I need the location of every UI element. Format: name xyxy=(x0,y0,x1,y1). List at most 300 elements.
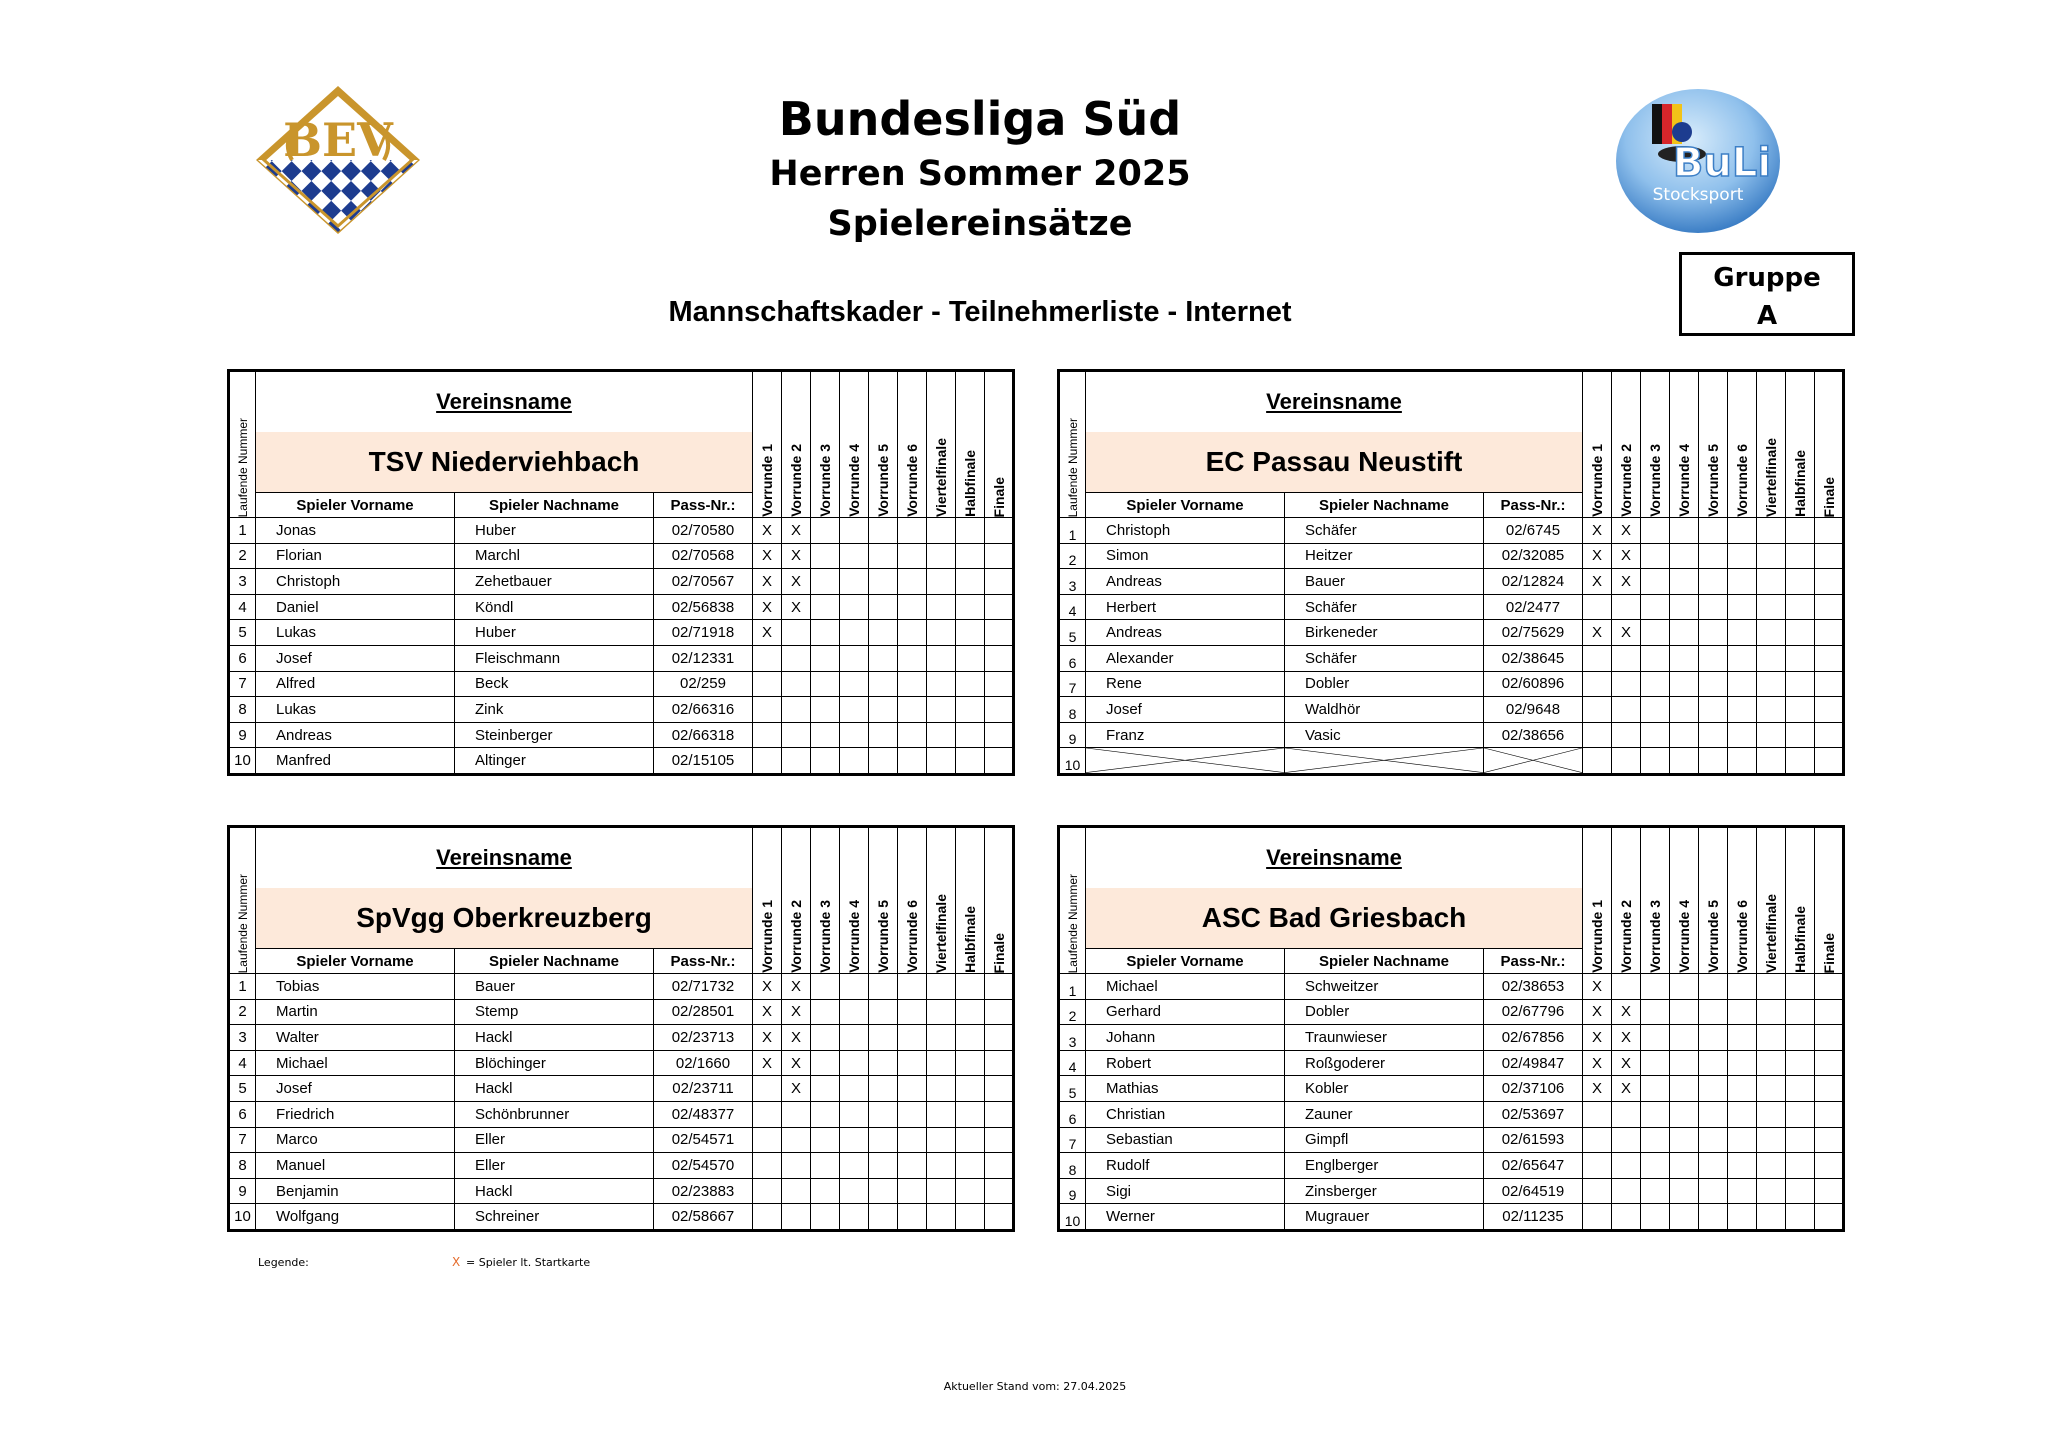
round-mark: X xyxy=(1583,1050,1612,1076)
round-mark xyxy=(811,697,840,723)
round-mark xyxy=(1670,1101,1699,1127)
nachname-header: Spieler Nachname xyxy=(1285,949,1484,974)
round-mark: X xyxy=(782,999,811,1025)
round-mark xyxy=(956,1050,985,1076)
page-subtitle-2: Spielereinsätze xyxy=(827,204,1133,244)
row-number: 10 xyxy=(1059,1204,1086,1231)
round-mark: X xyxy=(782,1050,811,1076)
round-mark xyxy=(956,1076,985,1102)
round-mark xyxy=(1728,645,1757,671)
round-mark xyxy=(898,1127,927,1153)
vereinsname-header xyxy=(256,827,753,889)
vorname-header: Spieler Vorname xyxy=(256,493,455,518)
round-mark xyxy=(840,594,869,620)
round-mark xyxy=(1815,569,1844,595)
table-row xyxy=(1059,974,1844,1000)
row-number: 9 xyxy=(229,1178,256,1204)
player-vorname: Marco xyxy=(256,1127,455,1153)
round-mark xyxy=(898,543,927,569)
round-mark xyxy=(985,1153,1014,1179)
row-number: 9 xyxy=(1059,722,1086,748)
row-number: 2 xyxy=(229,543,256,569)
table-row xyxy=(1059,1050,1844,1076)
row-number: 8 xyxy=(1059,1153,1086,1179)
round-mark xyxy=(956,1178,985,1204)
round-mark: X xyxy=(753,543,782,569)
round-label: Halbfinale xyxy=(962,906,978,973)
table-row xyxy=(1059,569,1844,595)
pass-header: Pass-Nr.: xyxy=(1484,949,1583,974)
round-mark xyxy=(869,1127,898,1153)
round-mark xyxy=(811,1076,840,1102)
round-header xyxy=(840,827,869,974)
round-mark xyxy=(1612,1204,1641,1231)
round-mark xyxy=(869,620,898,646)
round-mark xyxy=(985,543,1014,569)
row-number: 10 xyxy=(229,1204,256,1231)
team-name: SpVgg Oberkreuzberg xyxy=(356,902,652,933)
round-mark: X xyxy=(782,518,811,544)
row-number: 1 xyxy=(229,518,256,544)
round-mark xyxy=(927,543,956,569)
round-mark xyxy=(1786,543,1815,569)
round-mark xyxy=(1699,1204,1728,1231)
table-row xyxy=(229,697,1014,723)
round-mark xyxy=(869,671,898,697)
round-mark xyxy=(840,1127,869,1153)
round-mark xyxy=(782,645,811,671)
round-header xyxy=(1757,371,1786,518)
round-mark xyxy=(840,671,869,697)
round-mark xyxy=(1699,620,1728,646)
table-row xyxy=(229,722,1014,748)
round-mark xyxy=(1728,722,1757,748)
round-mark: X xyxy=(1583,1025,1612,1051)
round-mark xyxy=(1670,1076,1699,1102)
round-mark: X xyxy=(1612,999,1641,1025)
player-nachname: Hackl xyxy=(455,1025,654,1051)
player-vorname: Sebastian xyxy=(1086,1127,1285,1153)
round-mark xyxy=(840,974,869,1000)
round-mark xyxy=(1670,1050,1699,1076)
round-mark xyxy=(753,748,782,775)
round-mark xyxy=(840,569,869,595)
round-mark xyxy=(1612,645,1641,671)
player-pass: 02/53697 xyxy=(1484,1101,1583,1127)
round-mark: X xyxy=(782,974,811,1000)
round-mark xyxy=(1815,722,1844,748)
round-mark xyxy=(1757,974,1786,1000)
player-pass: 02/70568 xyxy=(654,543,753,569)
round-mark xyxy=(956,620,985,646)
round-mark xyxy=(811,1204,840,1231)
round-mark xyxy=(1786,645,1815,671)
player-vorname: Manuel xyxy=(256,1153,455,1179)
round-header xyxy=(1786,827,1815,974)
round-mark: X xyxy=(753,974,782,1000)
row-number: 8 xyxy=(229,697,256,723)
round-mark xyxy=(1583,748,1612,775)
round-header xyxy=(1612,827,1641,974)
round-mark xyxy=(927,1178,956,1204)
round-mark xyxy=(869,722,898,748)
round-mark xyxy=(956,999,985,1025)
crossed-cell xyxy=(1086,748,1285,775)
player-vorname: Lukas xyxy=(256,620,455,646)
round-mark: X xyxy=(782,569,811,595)
player-vorname: Gerhard xyxy=(1086,999,1285,1025)
round-mark xyxy=(1612,594,1641,620)
player-pass: 02/75629 xyxy=(1484,620,1583,646)
player-nachname: Bauer xyxy=(455,974,654,1000)
round-mark xyxy=(1641,594,1670,620)
footer-stand: Aktueller Stand vom: 27.04.2025 xyxy=(943,1380,1127,1393)
legend-text: = Spieler lt. Startkarte xyxy=(466,1256,591,1269)
round-mark xyxy=(1641,1153,1670,1179)
player-pass: 02/71918 xyxy=(654,620,753,646)
round-mark xyxy=(1670,594,1699,620)
round-mark xyxy=(1699,1076,1728,1102)
round-header xyxy=(1583,827,1612,974)
round-mark xyxy=(840,620,869,646)
team-name-cell xyxy=(256,432,753,493)
round-mark xyxy=(869,645,898,671)
row-number: 1 xyxy=(1059,974,1086,1000)
round-mark xyxy=(956,1204,985,1231)
player-nachname: Köndl xyxy=(455,594,654,620)
round-mark xyxy=(1728,1127,1757,1153)
row-number: 2 xyxy=(1059,543,1086,569)
gruppe-box xyxy=(1679,252,1855,336)
vereinsname-label: Vereinsname xyxy=(436,389,572,414)
round-mark xyxy=(1699,1101,1728,1127)
round-mark xyxy=(869,1101,898,1127)
round-mark xyxy=(1670,748,1699,775)
nachname-header: Spieler Nachname xyxy=(1285,493,1484,518)
table-row xyxy=(229,1101,1014,1127)
vereinsname-label: Vereinsname xyxy=(1266,389,1402,414)
row-number: 5 xyxy=(229,1076,256,1102)
round-mark xyxy=(985,620,1014,646)
vereinsname-header xyxy=(256,371,753,433)
player-vorname: Michael xyxy=(256,1050,455,1076)
laufende-nummer-header xyxy=(1059,371,1086,518)
round-label: Vorrunde 6 xyxy=(1734,900,1750,973)
team-name-cell xyxy=(1086,888,1583,949)
round-mark xyxy=(985,1050,1014,1076)
team-table xyxy=(1057,369,1845,776)
round-mark xyxy=(782,748,811,775)
player-vorname: Christian xyxy=(1086,1101,1285,1127)
table-row xyxy=(1059,999,1844,1025)
table-row xyxy=(1059,697,1844,723)
player-vorname: Josef xyxy=(1086,697,1285,723)
round-mark: X xyxy=(1583,518,1612,544)
row-number: 3 xyxy=(229,1025,256,1051)
round-mark xyxy=(1815,974,1844,1000)
round-mark xyxy=(869,1025,898,1051)
crossed-cell xyxy=(1285,748,1484,775)
round-mark xyxy=(1757,1204,1786,1231)
round-mark xyxy=(869,594,898,620)
round-mark xyxy=(956,569,985,595)
table-row xyxy=(1059,1127,1844,1153)
player-vorname: Rene xyxy=(1086,671,1285,697)
round-mark xyxy=(1641,1127,1670,1153)
round-mark xyxy=(753,1178,782,1204)
round-mark xyxy=(1786,697,1815,723)
player-nachname: Steinberger xyxy=(455,722,654,748)
round-mark xyxy=(1728,1153,1757,1179)
round-mark xyxy=(927,671,956,697)
round-mark xyxy=(1815,697,1844,723)
vereinsname-label: Vereinsname xyxy=(436,845,572,870)
round-mark xyxy=(1728,1204,1757,1231)
round-mark: X xyxy=(1583,999,1612,1025)
round-label: Vorrunde 5 xyxy=(875,444,891,517)
player-vorname: Mathias xyxy=(1086,1076,1285,1102)
round-mark xyxy=(811,518,840,544)
round-header xyxy=(927,827,956,974)
round-mark xyxy=(1757,1178,1786,1204)
round-mark xyxy=(1757,697,1786,723)
player-pass: 02/37106 xyxy=(1484,1076,1583,1102)
round-mark xyxy=(1641,671,1670,697)
round-mark xyxy=(782,1204,811,1231)
player-vorname: Michael xyxy=(1086,974,1285,1000)
round-mark xyxy=(1699,1153,1728,1179)
round-label: Vorrunde 3 xyxy=(1647,900,1663,973)
round-header xyxy=(869,827,898,974)
round-label: Finale xyxy=(990,476,1007,517)
round-mark xyxy=(1786,1101,1815,1127)
player-vorname: Benjamin xyxy=(256,1178,455,1204)
round-mark xyxy=(927,999,956,1025)
round-mark xyxy=(1699,697,1728,723)
laufende-nummer-label: Laufende Nummer xyxy=(1065,417,1080,517)
round-mark xyxy=(753,1076,782,1102)
round-mark xyxy=(1641,722,1670,748)
round-mark xyxy=(840,1050,869,1076)
round-mark xyxy=(1757,1025,1786,1051)
round-mark xyxy=(1815,1178,1844,1204)
round-mark xyxy=(1612,974,1641,1000)
round-header xyxy=(985,827,1014,974)
round-mark xyxy=(1641,1101,1670,1127)
round-mark xyxy=(1583,645,1612,671)
round-mark xyxy=(840,999,869,1025)
round-mark xyxy=(1786,671,1815,697)
round-mark xyxy=(956,1153,985,1179)
table-row xyxy=(229,569,1014,595)
round-mark: X xyxy=(1612,543,1641,569)
round-mark xyxy=(956,645,985,671)
round-mark xyxy=(1699,518,1728,544)
table-row xyxy=(229,1076,1014,1102)
player-vorname: Andreas xyxy=(256,722,455,748)
row-number: 10 xyxy=(1059,748,1086,775)
round-mark xyxy=(898,1076,927,1102)
round-label: Viertelfinale xyxy=(933,437,949,517)
round-label: Vorrunde 5 xyxy=(1705,900,1721,973)
player-pass: 02/38653 xyxy=(1484,974,1583,1000)
player-pass: 02/2477 xyxy=(1484,594,1583,620)
round-mark xyxy=(927,974,956,1000)
round-mark xyxy=(1583,1127,1612,1153)
player-pass: 02/38645 xyxy=(1484,645,1583,671)
round-label: Vorrunde 6 xyxy=(904,444,920,517)
row-number: 7 xyxy=(229,671,256,697)
round-label: Viertelfinale xyxy=(1763,437,1779,517)
player-vorname: Rudolf xyxy=(1086,1153,1285,1179)
player-pass: 02/49847 xyxy=(1484,1050,1583,1076)
round-mark xyxy=(811,974,840,1000)
round-mark xyxy=(1815,543,1844,569)
table-row xyxy=(1059,1076,1844,1102)
round-mark xyxy=(927,620,956,646)
round-mark xyxy=(1699,543,1728,569)
round-mark xyxy=(1815,1127,1844,1153)
round-mark xyxy=(811,999,840,1025)
round-mark xyxy=(811,620,840,646)
round-mark xyxy=(1728,620,1757,646)
round-mark xyxy=(956,1101,985,1127)
player-vorname: Robert xyxy=(1086,1050,1285,1076)
round-label: Viertelfinale xyxy=(933,893,949,973)
round-mark xyxy=(1612,1127,1641,1153)
round-mark xyxy=(1786,620,1815,646)
round-mark xyxy=(1641,1178,1670,1204)
round-mark: X xyxy=(782,543,811,569)
round-mark xyxy=(869,999,898,1025)
round-mark xyxy=(898,518,927,544)
nachname-header: Spieler Nachname xyxy=(455,493,654,518)
round-mark xyxy=(1612,671,1641,697)
round-header xyxy=(898,827,927,974)
player-pass: 02/65647 xyxy=(1484,1153,1583,1179)
round-mark xyxy=(1641,543,1670,569)
player-vorname: Walter xyxy=(256,1025,455,1051)
round-mark xyxy=(1641,645,1670,671)
player-vorname: Tobias xyxy=(256,974,455,1000)
row-number: 1 xyxy=(1059,518,1086,544)
bev-logo-text: BEV xyxy=(283,113,393,167)
row-number: 2 xyxy=(1059,999,1086,1025)
table-row xyxy=(229,999,1014,1025)
team-table xyxy=(227,825,1015,1232)
round-mark xyxy=(753,1204,782,1231)
row-number: 5 xyxy=(1059,1076,1086,1102)
round-mark: X xyxy=(753,594,782,620)
round-mark xyxy=(782,671,811,697)
round-mark xyxy=(1728,594,1757,620)
round-mark xyxy=(1699,645,1728,671)
table-row xyxy=(229,1025,1014,1051)
pass-header: Pass-Nr.: xyxy=(1484,493,1583,518)
player-vorname: Lukas xyxy=(256,697,455,723)
round-mark xyxy=(1670,620,1699,646)
round-mark xyxy=(1815,1153,1844,1179)
row-number: 8 xyxy=(1059,697,1086,723)
round-label: Vorrunde 2 xyxy=(788,900,804,973)
round-mark xyxy=(1583,1178,1612,1204)
round-mark xyxy=(782,1101,811,1127)
round-mark xyxy=(985,1204,1014,1231)
round-mark xyxy=(811,722,840,748)
round-mark xyxy=(1641,1204,1670,1231)
player-vorname: Alexander xyxy=(1086,645,1285,671)
round-mark xyxy=(811,1153,840,1179)
vorname-header: Spieler Vorname xyxy=(1086,949,1285,974)
player-nachname: Bauer xyxy=(1285,569,1484,595)
vorname-header: Spieler Vorname xyxy=(256,949,455,974)
round-mark xyxy=(1699,999,1728,1025)
round-mark xyxy=(1786,1025,1815,1051)
round-mark xyxy=(1757,543,1786,569)
round-mark xyxy=(811,671,840,697)
round-label: Vorrunde 2 xyxy=(1618,444,1634,517)
player-vorname: Friedrich xyxy=(256,1101,455,1127)
round-mark xyxy=(1583,671,1612,697)
round-mark xyxy=(1757,722,1786,748)
round-header xyxy=(753,371,782,518)
round-mark xyxy=(1670,1127,1699,1153)
round-mark xyxy=(1757,1101,1786,1127)
player-nachname: Zauner xyxy=(1285,1101,1484,1127)
round-label: Vorrunde 5 xyxy=(1705,444,1721,517)
round-mark xyxy=(1583,594,1612,620)
round-mark: X xyxy=(753,999,782,1025)
round-mark xyxy=(840,518,869,544)
vereinsname-label: Vereinsname xyxy=(1266,845,1402,870)
player-nachname: Zink xyxy=(455,697,654,723)
round-mark xyxy=(811,1101,840,1127)
round-mark xyxy=(1757,518,1786,544)
round-header xyxy=(1786,371,1815,518)
player-nachname: Altinger xyxy=(455,748,654,775)
round-mark xyxy=(985,999,1014,1025)
round-mark xyxy=(1728,697,1757,723)
round-label: Halbfinale xyxy=(962,450,978,517)
round-header xyxy=(782,371,811,518)
table-row xyxy=(229,518,1014,544)
round-mark xyxy=(985,1127,1014,1153)
round-mark xyxy=(956,1127,985,1153)
round-mark xyxy=(898,645,927,671)
player-nachname: Marchl xyxy=(455,543,654,569)
round-mark xyxy=(956,1025,985,1051)
row-number: 8 xyxy=(229,1153,256,1179)
player-nachname: Stemp xyxy=(455,999,654,1025)
round-mark xyxy=(1612,1101,1641,1127)
buli-logo-subtext: Stocksport xyxy=(1652,185,1744,205)
round-header xyxy=(1728,371,1757,518)
table-row xyxy=(1059,620,1844,646)
row-number: 2 xyxy=(229,999,256,1025)
round-mark xyxy=(1728,1025,1757,1051)
round-label: Vorrunde 4 xyxy=(846,444,862,517)
player-nachname: Schönbrunner xyxy=(455,1101,654,1127)
round-mark xyxy=(1670,1204,1699,1231)
player-vorname: Josef xyxy=(256,1076,455,1102)
round-mark xyxy=(1757,1050,1786,1076)
round-mark: X xyxy=(753,1050,782,1076)
round-mark xyxy=(1699,1178,1728,1204)
round-mark xyxy=(898,974,927,1000)
player-pass: 02/70580 xyxy=(654,518,753,544)
round-mark xyxy=(927,1204,956,1231)
player-pass: 02/9648 xyxy=(1484,697,1583,723)
